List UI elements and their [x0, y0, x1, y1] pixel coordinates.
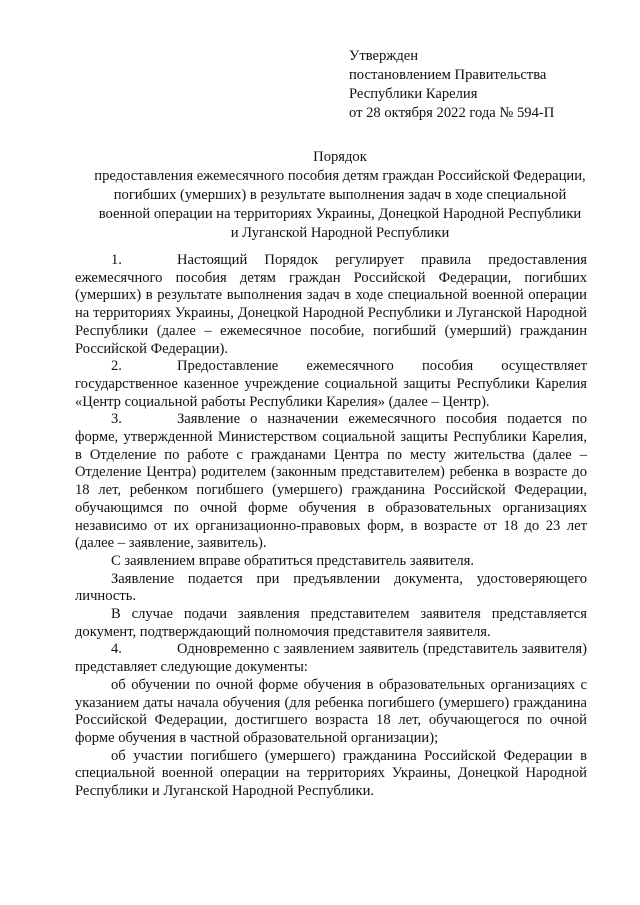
- title-line: погибших (умерших) в результате выполнения задач в ходе специальной: [113, 187, 567, 203]
- approval-line: Утвержден: [349, 48, 419, 64]
- paragraph: [75, 677, 587, 748]
- title-line: предоставления ежемесячного пособия детям граждан Российской Федерации,: [94, 168, 586, 184]
- paragraph-text: Заявление подается при предъявлении документа, удостоверяющего личность.: [75, 570, 587, 605]
- paragraph-text: об участии погибшего (умершего) гражданина Российской Федерации в специальной военной операции на территориях Украины, Донецкой Народной Республики и Луганской Народной Республики.: [75, 747, 587, 800]
- approval-line: от 28 октября 2022 года № 594-П: [349, 105, 555, 121]
- paragraph-text: В случае подачи заявления представителем заявителя представляется документ, подтверждающий полномочия представителя заявителя.: [75, 606, 587, 640]
- paragraph: [75, 252, 587, 358]
- paragraph-text: об обучении по очной форме обучения в образовательных организациях с указанием даты начала обучения (для ребенка погибшего (умершего) гражданина Российской Федерации, достигшего возраста 18 лет, обучающегося по очной форме обучения в частной образовательной организации);: [75, 676, 587, 746]
- paragraph-text: Предоставление ежемесячного пособия осуществляет государственное казенное учреждение социальной защиты Республики Карелия «Центр социальной работы Республики Карелия» (далее – Центр).: [75, 358, 587, 410]
- paragraph-number: 1.: [111, 252, 122, 268]
- paragraph-text: С заявлением вправе обратиться представитель заявителя.: [111, 552, 474, 569]
- paragraph-number: 4.: [111, 641, 122, 658]
- title-line: военной операции на территориях Украины, Донецкой Народной Республики: [98, 206, 582, 222]
- approval-line: постановлением Правительства: [349, 67, 547, 83]
- document-title: [60, 148, 620, 243]
- paragraph: [75, 606, 587, 641]
- paragraph: [75, 641, 587, 676]
- approval-line: Республики Карелия: [349, 86, 478, 102]
- paragraph-text: Настоящий Порядок регулирует правила предоставления ежемесячного пособия детям граждан Российской Федерации, погибших (умерших) в результате выполнения задач в ходе специальной военной операции на территориях Украины, Донецкой Народной Республики и Луганской Народной Республики (далее – ежемесячное пособие, погибший (умерший) гражданин Российской Федерации).: [75, 252, 587, 357]
- paragraph: [75, 571, 587, 606]
- paragraph: [75, 748, 587, 801]
- paragraph-number: 3.: [111, 411, 122, 428]
- paragraph: [75, 411, 587, 553]
- paragraph-text: Заявление о назначении ежемесячного пособия подается по форме, утвержденной Министерством социальной защиты Республики Карелия, в Отделение по работе с гражданами Центра по месту жительства (далее – Отделение Центра) родителем (законным представителем) ребенка в возрасте до 18 лет, ребенком погибшего (умершего) гражданина Российской Федерации, обучающимся по очной форме обучения в образовательных организациях независимо от их организационно-правовых форм, в возрасте от 18 до 23 лет (далее – заявление, заявитель).: [75, 411, 587, 552]
- title-line: и Луганской Народной Республики: [230, 225, 450, 241]
- paragraph-text: Одновременно с заявлением заявитель (представитель заявителя) представляет следующие документы:: [75, 641, 587, 676]
- document-body: [75, 252, 587, 801]
- paragraph: [75, 358, 587, 411]
- paragraph-number: 2.: [111, 358, 122, 375]
- title-line: Порядок: [313, 149, 367, 165]
- approval-stamp: [349, 47, 554, 123]
- paragraph: [75, 553, 587, 571]
